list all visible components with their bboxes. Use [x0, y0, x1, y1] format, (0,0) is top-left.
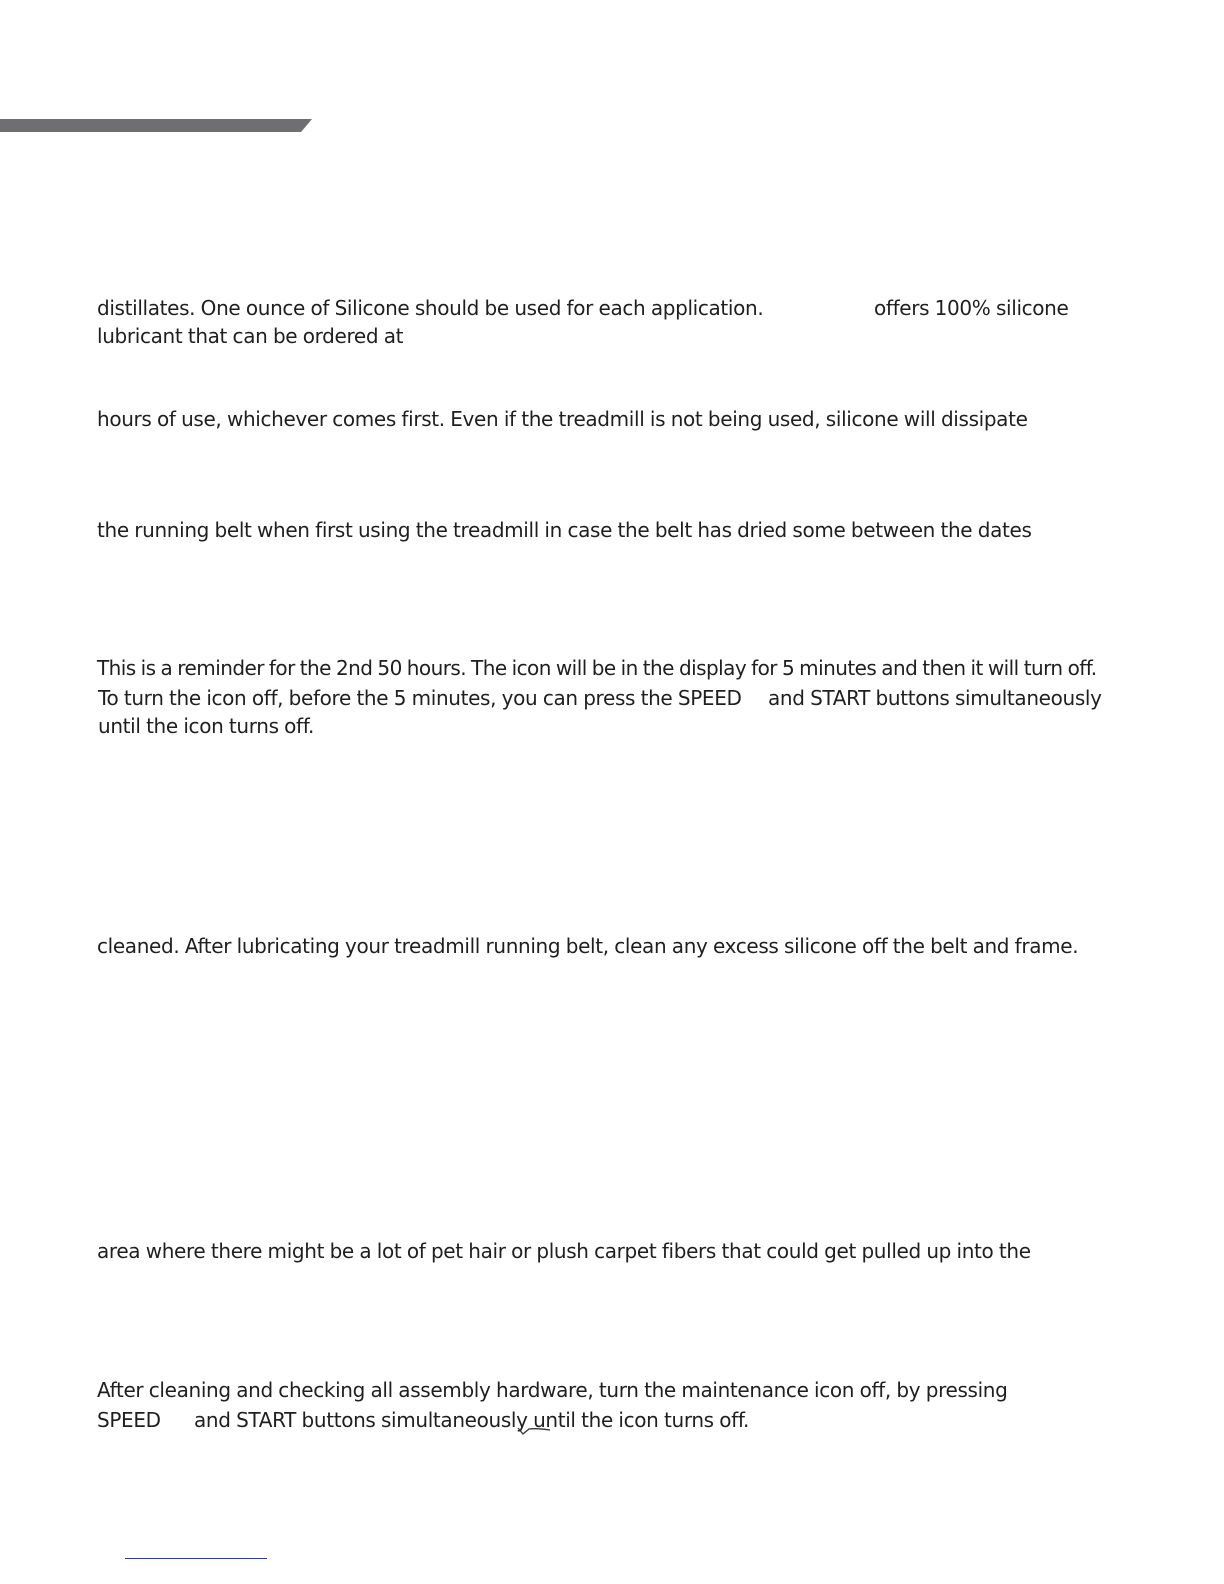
text-line-offers-silicone: offers 100% silicone — [874, 296, 1069, 320]
text-line-speed: SPEED — [97, 1408, 161, 1432]
text-line-hours-of-use: hours of use, whichever comes first. Even if the treadmill is not being used, silicone will dissipate — [97, 407, 1028, 431]
pen-mark — [517, 1427, 551, 1435]
text-line-start-buttons: and START buttons simultaneously — [768, 686, 1102, 710]
text-line-reminder: This is a reminder for the 2nd 50 hours. The icon will be in the display for 5 minutes and then it will turn off. — [97, 656, 1097, 680]
text-line-cleaned: cleaned. After lubricating your treadmill running belt, clean any excess silicone off the belt and frame. — [97, 934, 1079, 958]
text-line-turn-icon-off: To turn the icon off, before the 5 minutes, you can press the SPEED — [98, 686, 742, 710]
text-line-distillates: distillates. One ounce of Silicone should be used for each application. — [97, 296, 764, 320]
text-line-after-cleaning: After cleaning and checking all assembly hardware, turn the maintenance icon off, by pressing — [97, 1378, 1008, 1402]
footer-link-underline — [125, 1558, 267, 1559]
text-line-start-simultaneously: and START buttons simultaneously until the icon turns off. — [194, 1408, 750, 1432]
header-accent-bar — [0, 119, 312, 132]
text-line-running-belt: the running belt when first using the treadmill in case the belt has dried some between the dates — [97, 518, 1032, 542]
text-line-lubricant-order: lubricant that can be ordered at — [97, 324, 404, 348]
text-line-until-icon-off: until the icon turns off. — [98, 714, 314, 738]
text-line-pet-hair: area where there might be a lot of pet hair or plush carpet fibers that could get pulled up into the — [97, 1239, 1031, 1263]
